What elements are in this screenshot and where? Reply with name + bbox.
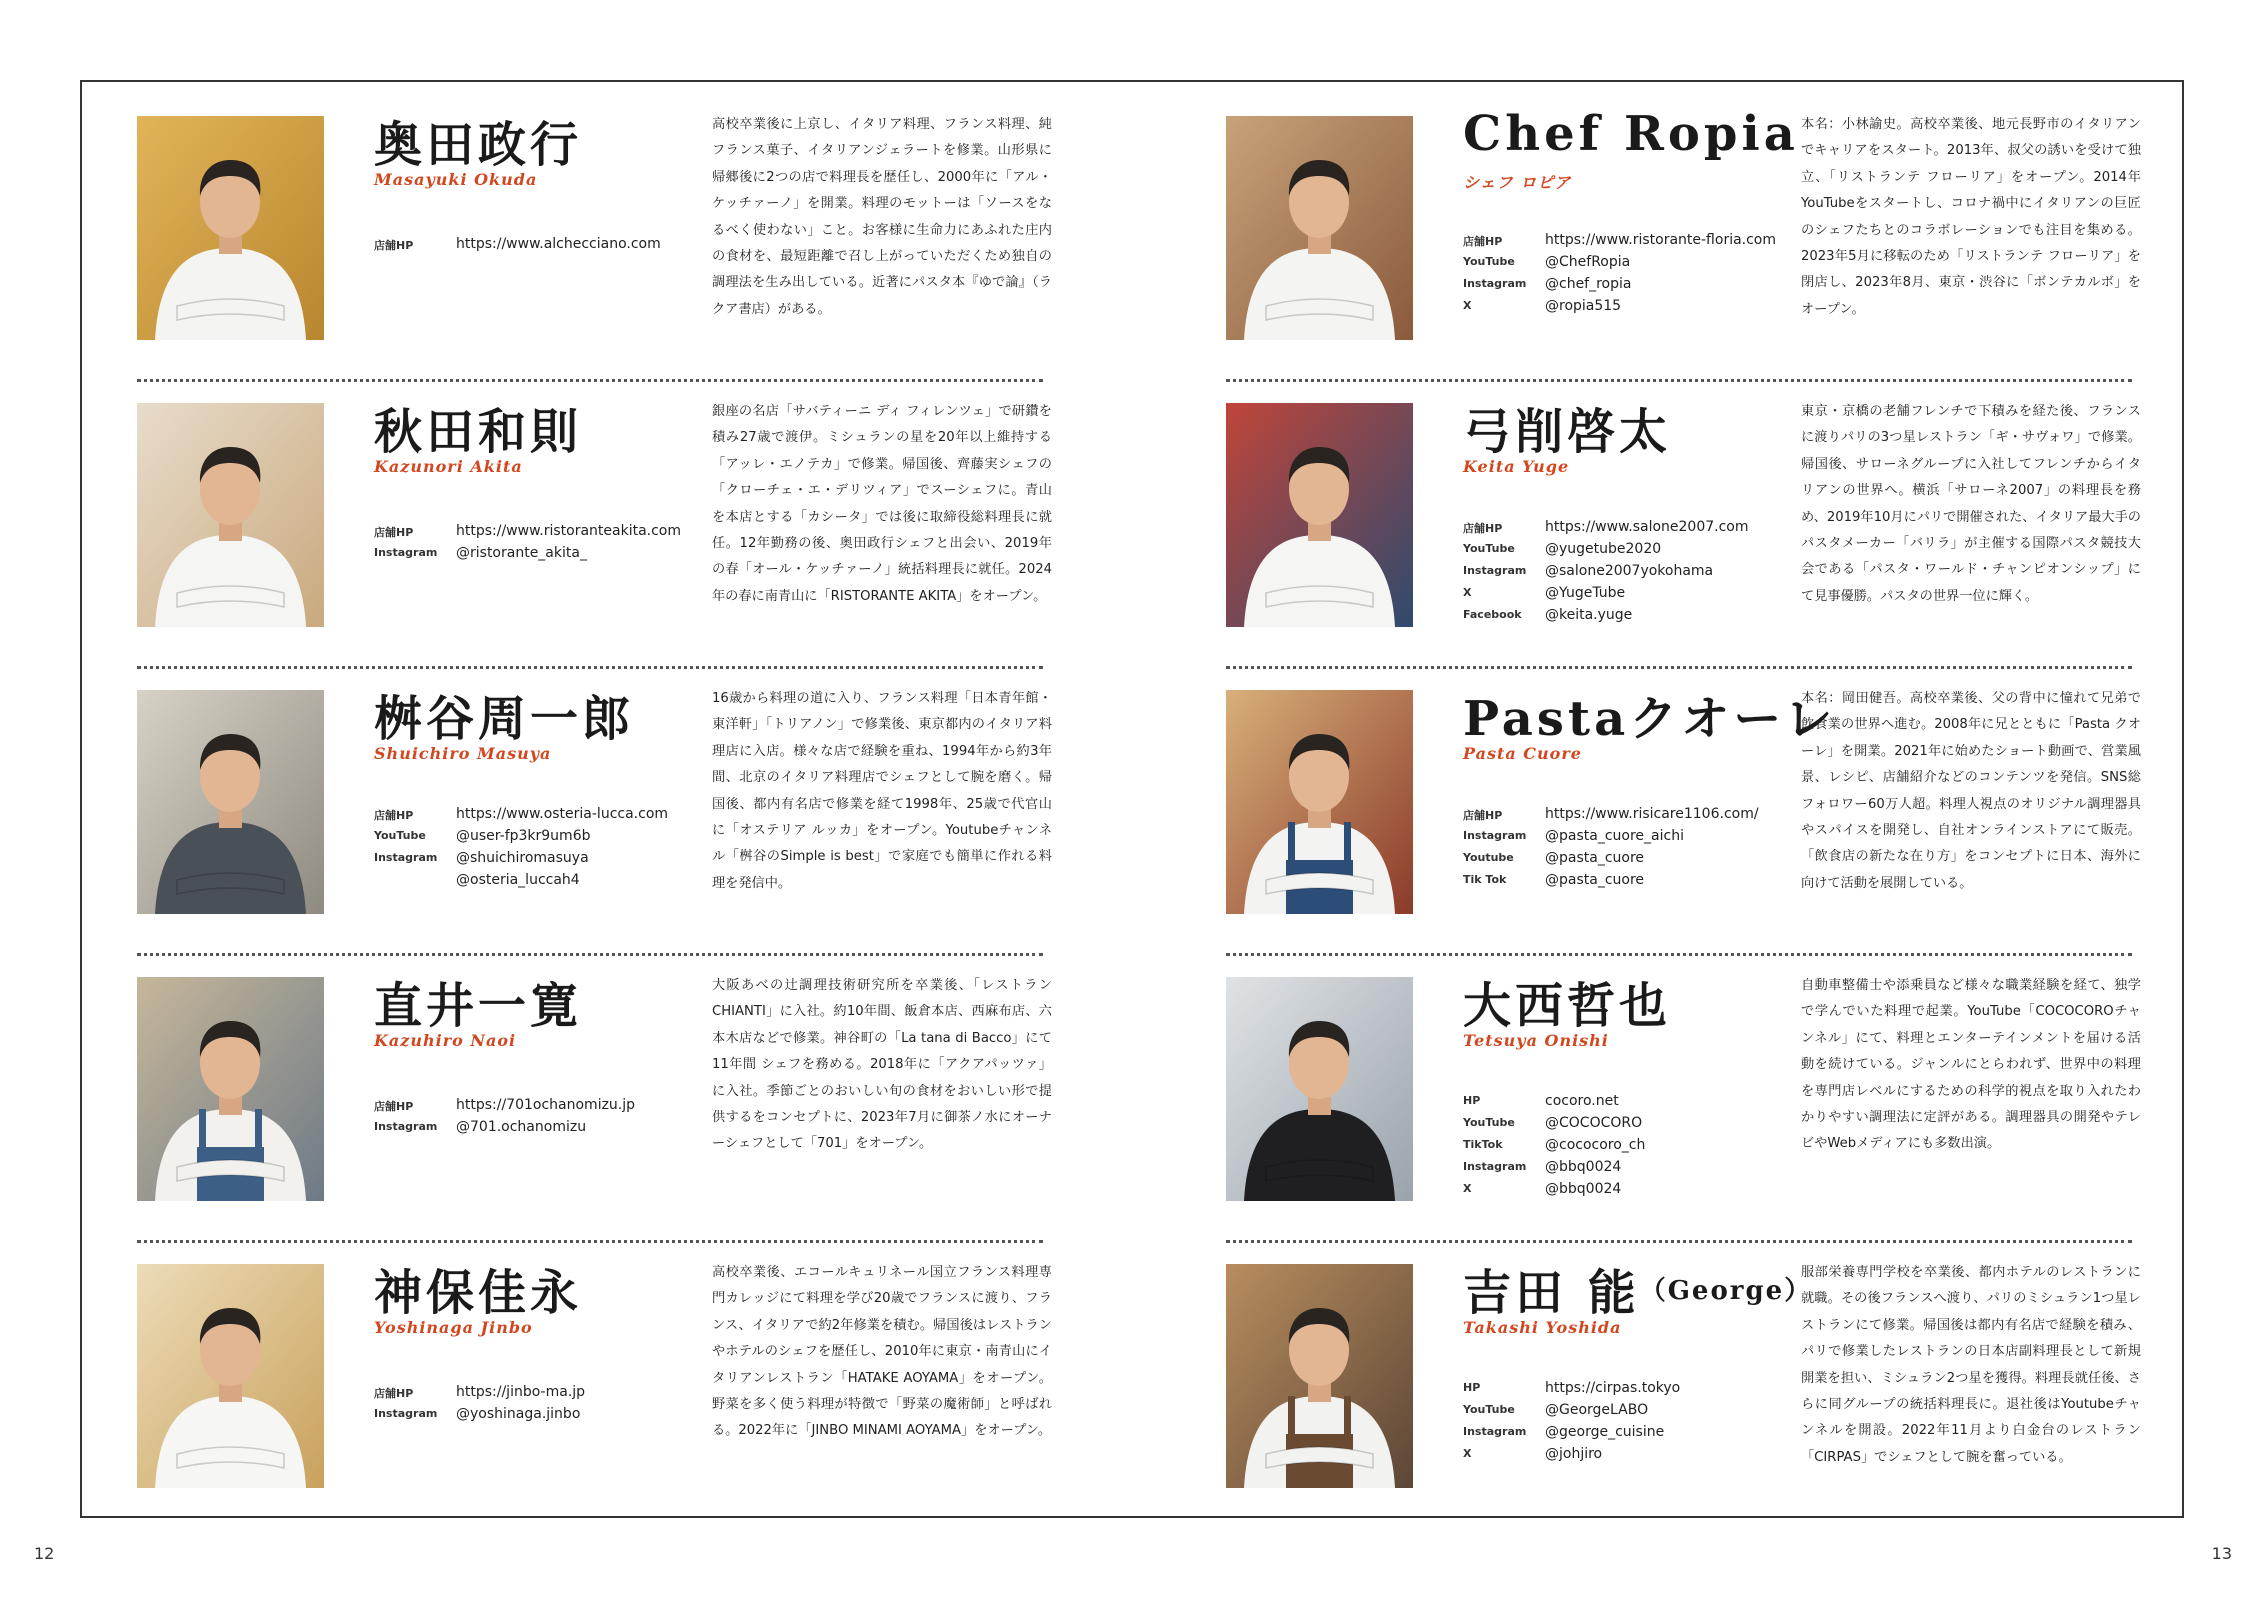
chef-links — [1463, 517, 1783, 627]
link-value[interactable]: @ChefRopia — [1545, 254, 1631, 270]
link-label: Youtube — [1463, 851, 1514, 864]
chef-links — [1463, 804, 1783, 892]
chef-name-text: Chef Ropia — [1463, 106, 1799, 162]
chef-name — [1463, 1254, 1812, 1323]
chef-name — [374, 1254, 582, 1323]
link-row — [1463, 1378, 1783, 1400]
chef-name — [1463, 967, 1671, 1036]
chef-name-text: Pastaクオーレ — [1463, 691, 1837, 747]
chef-name-text: 吉田 能 — [1463, 1265, 1640, 1321]
link-row — [1463, 1400, 1783, 1422]
link-value[interactable]: @cococoro_ch — [1545, 1137, 1646, 1153]
chef-links — [1463, 230, 1783, 318]
chef-name-romanized: Shuichiro Masuya — [374, 744, 552, 763]
chef-bio: 16歳から料理の道に入り、フランス料理「日本青年館・東洋軒」「トリアノン」で修業後、東京都内のイタリア料理店に入店。様々な店で経験を重ね、1994年から約3年間、北京のイタリア料理店でシェフとして腕を磨く。帰国後、都内有名店で修業を経て1998年、25歳で代官山に「オステリア ルッカ」をオープン。Youtubeチャンネル「桝谷のSimple is best」で家庭でも簡単に作れる料理を発信中。 — [712, 691, 1052, 891]
link-row — [374, 870, 694, 892]
link-value[interactable]: @yoshinaga.jinbo — [456, 1406, 581, 1422]
chef-profile — [1226, 106, 2141, 399]
chef-bio: 本名：岡田健吾。高校卒業後、父の背中に憧れて兄弟で飲食業の世界へ進む。2008年に兄とともに「Pasta クオーレ」を開業。2021年に始めたショート動画で、営業風景、レシピ、店舗紹介などのコンテンツを発信。SNS総フォロワー60万人超。料理人視点のオリジナル調理器具やスパイスを開発し、自社オンラインストアにて販売。「飲食店の新たな在り方」をコンセプトに日本、海外に向けて活動を展開している。 — [1801, 691, 2141, 891]
link-value[interactable]: @keita.yuge — [1545, 607, 1633, 623]
right-page-column — [1226, 106, 2141, 1547]
chef-name-romanized: Masayuki Okuda — [374, 170, 538, 189]
link-label: 店舗HP — [374, 239, 414, 252]
chef-portrait-illustration — [137, 116, 324, 340]
link-row — [374, 543, 694, 565]
chef-profile — [1226, 1260, 2141, 1547]
chef-name-text: 秋田和則 — [374, 404, 583, 460]
chef-photo — [1226, 403, 1413, 627]
link-value[interactable]: @shuichiromasuya — [456, 850, 589, 866]
chef-name-text: 弓削啓太 — [1463, 404, 1672, 460]
link-label: 店舗HP — [374, 526, 414, 539]
chef-links — [1463, 1378, 1783, 1466]
chef-bio: 自動車整備士や添乗員など様々な職業経験を経て、独学で学んでいた料理で起業。YouTube「COCOCOROチャンネル」にて、料理とエンターテインメントを届ける活動を続けている。ジャンルにとらわれず、世界中の料理を専門店レベルにするための科学的視点を取り入れたわかりやすい調理法に定評がある。調理器具の開発やテレビやWebメディアにも多数出演。 — [1801, 978, 2141, 1152]
link-value[interactable]: @ropia515 — [1545, 298, 1622, 314]
link-label: YouTube — [1463, 255, 1515, 268]
link-label: 店舗HP — [1463, 522, 1503, 535]
page-number-right: 13 — [2211, 1544, 2232, 1563]
link-value[interactable]: @bbq0024 — [1545, 1181, 1622, 1197]
link-value[interactable]: @bbq0024 — [1545, 1159, 1622, 1175]
chef-name-note: （George） — [1639, 1276, 1813, 1306]
chef-profile — [1226, 399, 2141, 686]
link-row — [374, 848, 694, 870]
chef-name-text: 神保佳永 — [374, 1265, 583, 1321]
link-value[interactable]: cocoro.net — [1545, 1093, 1619, 1109]
link-label: YouTube — [374, 829, 426, 842]
link-value[interactable]: https://cirpas.tokyo — [1545, 1380, 1681, 1396]
link-value[interactable]: @pasta_cuore_aichi — [1545, 828, 1684, 844]
link-row — [1463, 1179, 1783, 1201]
link-row — [1463, 296, 1783, 318]
link-value[interactable]: @ristorante_akita_ — [456, 545, 587, 561]
link-value[interactable]: @salone2007yokohama — [1545, 563, 1714, 579]
link-label: HP — [1463, 1094, 1481, 1107]
link-value[interactable]: @GeorgeLABO — [1545, 1402, 1649, 1418]
chef-links — [1463, 1091, 1783, 1201]
chef-name-romanized: Yoshinaga Jinbo — [374, 1318, 533, 1337]
link-label: X — [1463, 586, 1472, 599]
chef-portrait-illustration — [1226, 403, 1413, 627]
link-row — [1463, 230, 1783, 252]
chef-name-text: 直井一寛 — [374, 978, 583, 1034]
chef-profile — [137, 399, 1052, 686]
link-label: Instagram — [1463, 277, 1527, 290]
link-row — [374, 1095, 694, 1117]
chef-portrait-illustration — [137, 1264, 324, 1488]
chef-links — [374, 1382, 694, 1426]
link-label: 店舗HP — [374, 809, 414, 822]
chef-name-text: 奥田政行 — [374, 117, 583, 173]
link-label: Instagram — [1463, 564, 1527, 577]
link-value[interactable]: https://www.ristoranteakita.com — [456, 523, 681, 539]
link-label: YouTube — [1463, 1403, 1515, 1416]
link-label: 店舗HP — [1463, 235, 1503, 248]
chef-profile — [137, 1260, 1052, 1547]
chef-name — [374, 393, 582, 462]
chef-profile — [137, 973, 1052, 1260]
link-row — [1463, 870, 1783, 892]
chef-photo — [1226, 116, 1413, 340]
link-value[interactable]: https://www.alchecciano.com — [456, 236, 661, 252]
link-value[interactable]: @yugetube2020 — [1545, 541, 1662, 557]
chef-name-romanized: Keita Yuge — [1463, 457, 1570, 476]
link-label: Facebook — [1463, 608, 1522, 621]
link-row — [1463, 1444, 1783, 1466]
chef-profile — [1226, 973, 2141, 1260]
link-value[interactable]: https://701ochanomizu.jp — [456, 1097, 636, 1113]
chef-portrait-illustration — [137, 690, 324, 914]
link-row — [374, 1404, 694, 1426]
chef-name-romanized: Tetsuya Onishi — [1463, 1031, 1609, 1050]
link-label: Tik Tok — [1463, 873, 1507, 886]
link-value[interactable]: @user-fp3kr9um6b — [456, 828, 591, 844]
chef-portrait-illustration — [137, 977, 324, 1201]
link-row — [1463, 561, 1783, 583]
link-row — [1463, 605, 1783, 627]
link-row — [374, 804, 694, 826]
link-value[interactable]: @johjiro — [1545, 1446, 1603, 1462]
link-label: Instagram — [374, 851, 438, 864]
chef-profile — [1226, 686, 2141, 973]
link-label: Instagram — [1463, 829, 1527, 842]
link-row — [1463, 1422, 1783, 1444]
link-row — [374, 521, 694, 543]
link-value[interactable]: @pasta_cuore — [1545, 850, 1645, 866]
chef-photo — [1226, 1264, 1413, 1488]
chef-name — [374, 967, 582, 1036]
chef-name-romanized: シェフ ロピア — [1463, 173, 1572, 192]
chef-bio: 大阪あべの辻調理技術研究所を卒業後、「レストランCHIANTI」に入社。約10年間、飯倉本店、西麻布店、六本木店などで修業。神谷町の「La tana di Bacco」にて11年間 シェフを務める。2018年に「アクアパッツァ」に入社。季節ごとのおいしい旬の食材をおいしい形で提供するをコンセプトに、2023年7月に御茶ノ水にオーナーシェフとして「701」をオープン。 — [712, 978, 1052, 1152]
chef-portrait-illustration — [1226, 977, 1413, 1201]
chef-bio: 東京・京橋の老舗フレンチで下積みを経た後、フランスに渡りパリの3つ星レストラン「ギ・サヴォワ」で修業。帰国後、サローネグループに入社してフレンチからイタリアンの世界へ。横浜「サローネ2007」の料理長を務め、2019年10月にパリで開催された、イタリア最大手のパスタメーカー「バリラ」が主催する国際パスタ競技大会である「パスタ・ワールド・チャンピオンシップ」にて見事優勝。パスタの世界一位に輝く。 — [1801, 404, 2141, 604]
link-label: Instagram — [1463, 1160, 1527, 1173]
chef-photo — [137, 690, 324, 914]
chef-profile — [137, 112, 1052, 399]
link-row — [1463, 848, 1783, 870]
link-label: X — [1463, 1447, 1472, 1460]
link-label: X — [1463, 299, 1472, 312]
chef-name — [1463, 393, 1671, 462]
link-row — [1463, 517, 1783, 539]
chef-bio: 高校卒業後に上京し、イタリア料理、フランス料理、純フランス菓子、イタリアンジェラートを修業。山形県に帰郷後に2つの店で料理長を歴任し、2000年に「アル・ケッチァーノ」を開業。料理のモットーは「ソースをなるべく使わない」こと。お客様に生命力にあふれた庄内の食材を、最短距離で召し上がっていただくため独自の調理法を生み出している。近著にパスタ本『ゆで論』（ラクア書店）がある。 — [712, 117, 1052, 317]
chef-name-romanized: Takashi Yoshida — [1463, 1318, 1622, 1337]
chef-links — [374, 521, 694, 565]
link-row — [1463, 1091, 1783, 1113]
chef-name-text: 大西哲也 — [1463, 978, 1672, 1034]
chef-photo — [137, 1264, 324, 1488]
link-value[interactable]: https://www.ristorante-floria.com — [1545, 232, 1777, 248]
chef-bio: 高校卒業後、エコールキュリネール国立フランス料理専門カレッジにて料理を学び20歳でフランスに渡り、フランス、イタリアで約2年修業を積む。帰国後はレストランやホテルのシェフを歴任し、2010年に東京・南青山にイタリアンレストラン「HATAKE AOYAMA」をオープン。野菜を多く使う料理が特徴で「野菜の魔術師」と呼ばれる。2022年に「JINBO MINAMI AOYAMA」をオープン。 — [712, 1265, 1052, 1439]
link-row — [374, 826, 694, 848]
chef-photo — [137, 403, 324, 627]
link-value[interactable]: @701.ochanomizu — [456, 1119, 587, 1135]
chef-name — [374, 680, 634, 749]
page-number-left: 12 — [34, 1544, 55, 1563]
chef-name-romanized: Kazuhiro Naoi — [374, 1031, 517, 1050]
chef-portrait-illustration — [1226, 1264, 1413, 1488]
link-row — [1463, 583, 1783, 605]
chef-bio: 銀座の名店「サバティーニ ディ フィレンツェ」で研鑽を積み27歳で渡伊。ミシュランの星を20年以上維持する「アッレ・エノテカ」で修業。帰国後、齊藤実シェフの「クローチェ・エ・デリツィア」でスーシェフに。青山を本店とする「カシータ」では後に取締役総料理長に就任。12年勤務の後、奥田政行シェフと出会い、2019年の春「オール・ケッチァーノ」統括料理長に就任。2024年の春に南青山に「RISTORANTE AKITA」をオープン。 — [712, 404, 1052, 604]
chef-portrait-illustration — [1226, 116, 1413, 340]
link-row — [374, 1117, 694, 1139]
chef-bio: 本名：小林諭史。高校卒業後、地元長野市のイタリアンでキャリアをスタート。2013年、叔父の誘いを受けて独立、「リストランテ フローリア」をオープン。2014年YouTubeをスタートし、コロナ禍中にイタリアンの巨匠のシェフたちとのコラボレーションでも注目を集める。2023年5月に移転のため「リストランテ フローリア」を閉店し、2023年8月、東京・渋谷に「ボンテカルボ」をオープン。 — [1801, 117, 2141, 317]
link-row — [1463, 1113, 1783, 1135]
chef-name — [1463, 106, 1799, 162]
chef-links — [374, 234, 694, 256]
link-value[interactable]: https://www.osteria-lucca.com — [456, 806, 669, 822]
link-row — [1463, 826, 1783, 848]
link-value[interactable]: @pasta_cuore — [1545, 872, 1645, 888]
link-row — [374, 1382, 694, 1404]
link-label: YouTube — [1463, 1116, 1515, 1129]
chef-links — [374, 1095, 694, 1139]
link-value[interactable]: @george_cuisine — [1545, 1424, 1665, 1440]
link-label: 店舗HP — [374, 1387, 414, 1400]
link-label — [374, 870, 456, 892]
link-value[interactable]: @YugeTube — [1545, 585, 1626, 601]
link-label: TikTok — [1463, 1138, 1503, 1151]
link-value[interactable]: https://www.salone2007.com — [1545, 519, 1749, 535]
link-value[interactable]: https://jinbo-ma.jp — [456, 1384, 586, 1400]
chef-bio: 服部栄養専門学校を卒業後、都内ホテルのレストランに就職。その後フランスへ渡り、パリのミシュラン1つ星レストランにて修業。帰国後は都内有名店で経験を積み、パリで修業したレストランの日本店副料理長として新規開業を担い、ミシュラン2つ星を獲得。料理長就任後、さらに同グループの統括料理長に。退社後はYoutubeチャンネルを開設。2022年11月より白金台のレストラン「CIRPAS」でシェフとして腕を奮っている。 — [1801, 1265, 2141, 1465]
link-row — [1463, 1135, 1783, 1157]
chef-portrait-illustration — [137, 403, 324, 627]
chef-profile — [137, 686, 1052, 973]
chef-photo — [137, 116, 324, 340]
link-row — [1463, 1157, 1783, 1179]
link-row — [1463, 252, 1783, 274]
link-label: 店舗HP — [374, 1100, 414, 1113]
link-row — [1463, 804, 1783, 826]
link-label: Instagram — [374, 546, 438, 559]
link-label: Instagram — [374, 1120, 438, 1133]
link-value[interactable]: @COCOCORO — [1545, 1115, 1643, 1131]
chef-portrait-illustration — [1226, 690, 1413, 914]
chef-name-text: 桝谷周一郎 — [374, 691, 635, 747]
chef-name — [1463, 680, 1836, 749]
link-label: HP — [1463, 1381, 1481, 1394]
chef-links — [374, 804, 694, 892]
link-row — [1463, 274, 1783, 296]
link-value[interactable]: @osteria_luccah4 — [456, 872, 580, 888]
chef-name — [374, 106, 582, 175]
chef-name-romanized: Kazunori Akita — [374, 457, 523, 476]
chef-photo — [137, 977, 324, 1201]
link-label: 店舗HP — [1463, 809, 1503, 822]
link-value[interactable]: @chef_ropia — [1545, 276, 1632, 292]
chef-photo — [1226, 977, 1413, 1201]
link-value[interactable]: https://www.risicare1106.com/ — [1545, 806, 1759, 822]
left-page-column — [137, 112, 1052, 1547]
link-label: YouTube — [1463, 542, 1515, 555]
chef-photo — [1226, 690, 1413, 914]
link-row — [1463, 539, 1783, 561]
link-label: Instagram — [374, 1407, 438, 1420]
link-label: Instagram — [1463, 1425, 1527, 1438]
chef-name-romanized: Pasta Cuore — [1463, 744, 1582, 763]
link-row — [374, 234, 694, 256]
link-label: X — [1463, 1182, 1472, 1195]
